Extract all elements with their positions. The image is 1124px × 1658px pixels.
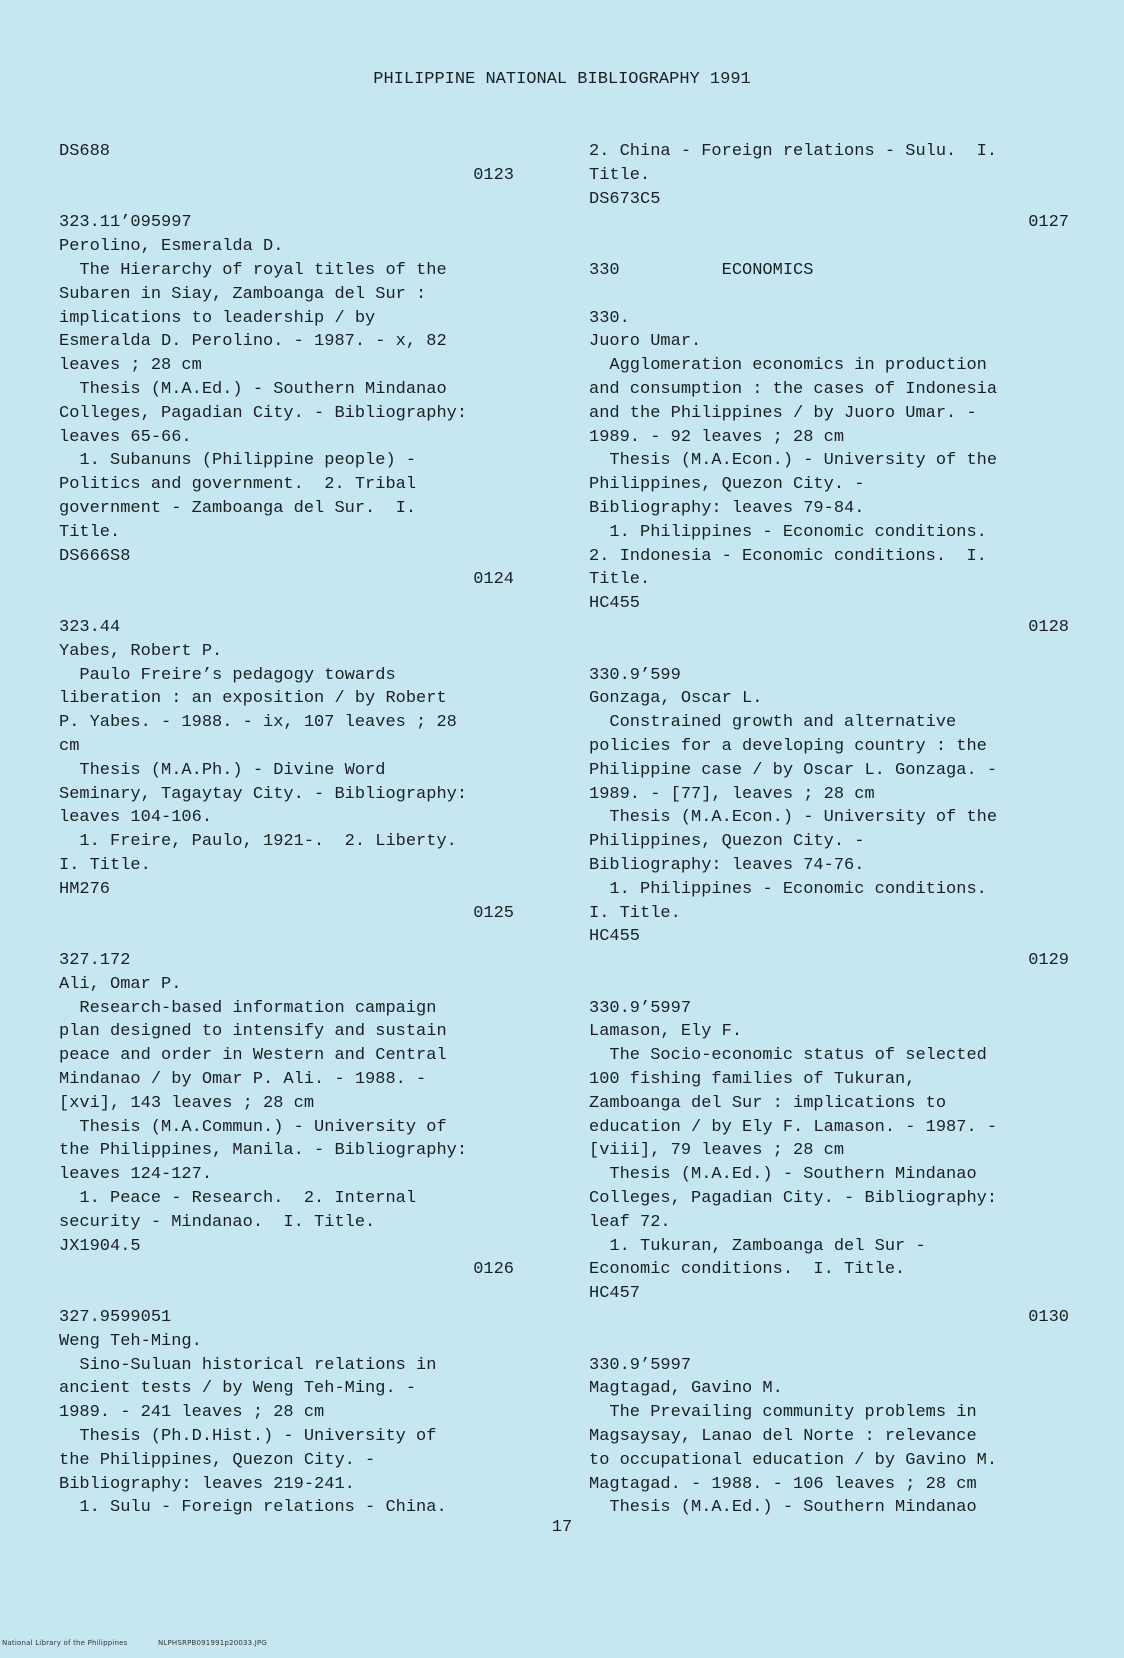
text-line: security - Mindanao. I. Title.: [59, 1212, 376, 1232]
text-line: Lamason, Ely F.: [589, 1022, 743, 1042]
text-line: plan designed to intensify and sustain: [59, 1022, 447, 1042]
text-line: Perolino, Esmeralda D.: [59, 237, 284, 257]
text-line: Constrained growth and alternative: [589, 713, 957, 733]
text-line: ancient tests / by Weng Teh-Ming. -: [59, 1379, 417, 1399]
text-line: HC455: [589, 594, 641, 614]
text-line: I. Title.: [589, 903, 681, 923]
text-line: Sino-Suluan historical relations in: [59, 1355, 437, 1375]
text-line: 1. Freire, Paulo, 1921-. 2. Liberty.: [59, 832, 457, 852]
text-line: I. Title.: [59, 855, 151, 875]
text-line: Bibliography: leaves 74-76.: [589, 855, 865, 875]
text-line: [589, 973, 1069, 997]
text-line: and consumption : the cases of Indonesia: [589, 379, 998, 399]
text-line: 1. Sulu - Foreign relations - China.: [59, 1498, 447, 1518]
text-line: the Philippines, Manila. - Bibliography:: [59, 1141, 468, 1161]
text-line: policies for a developing country : the: [589, 736, 987, 756]
entry-number: 0127: [1028, 213, 1069, 233]
scan-footer: [2, 1632, 295, 1656]
text-line: peace and order in Western and Central: [59, 1046, 447, 1066]
text-line: Economic conditions. I. Title.: [589, 1260, 906, 1280]
text-line: The Prevailing community problems in: [589, 1403, 977, 1423]
text-line: Juoro Umar.: [589, 332, 702, 352]
text-line: 1. Philippines - Economic conditions.: [589, 879, 987, 899]
text-line: 330.9’5997: [589, 998, 692, 1018]
text-line: leaves 104-106.: [59, 808, 213, 828]
text-line: Thesis (M.A.Ph.) - Divine Word: [59, 760, 386, 780]
text-line: The Hierarchy of royal titles of the: [59, 260, 447, 280]
text-line: Philippine case / by Oscar L. Gonzaga. -: [589, 760, 998, 780]
text-line: 1. Subanuns (Philippine people) -: [59, 451, 417, 471]
text-line: and the Philippines / by Juoro Umar. -: [589, 403, 977, 423]
entry-number: 0125: [473, 903, 514, 923]
text-line: [589, 640, 1069, 664]
entry-number: 0123: [473, 165, 514, 185]
text-line: liberation : an exposition / by Robert: [59, 689, 447, 709]
text-line: Esmeralda D. Perolino. - 1987. - x, 82: [59, 332, 447, 352]
text-line: 1989. - 241 leaves ; 28 cm: [59, 1403, 325, 1423]
text-line: 1. Tukuran, Zamboanga del Sur -: [589, 1236, 926, 1256]
entry-number: 0126: [473, 1260, 514, 1280]
text-line: Thesis (M.A.Econ.) - University of the: [589, 451, 998, 471]
text-line: Magtagad, Gavino M.: [589, 1379, 783, 1399]
text-line: Bibliography: leaves 219-241.: [59, 1474, 355, 1494]
text-line: DS666S8: [59, 546, 131, 566]
text-line: [xvi], 143 leaves ; 28 cm: [59, 1093, 315, 1113]
text-line: DS673C5: [589, 189, 661, 209]
page-number: 17: [551, 1518, 573, 1537]
text-line: 327.9599051: [59, 1308, 172, 1328]
text-line: [59, 1282, 514, 1306]
text-line: Seminary, Tagaytay City. - Bibliography:: [59, 784, 468, 804]
text-line: P. Yabes. - 1988. - ix, 107 leaves ; 28: [59, 713, 457, 733]
text-line: DS688: [59, 142, 111, 161]
text-line: 330.9’5997: [589, 1355, 692, 1375]
text-line: Research-based information campaign: [59, 998, 437, 1018]
text-line: Thesis (M.A.Ed.) - Southern Mindanao: [59, 379, 447, 399]
page-title: PHILIPPINE NATIONAL BIBLIOGRAPHY 1991: [373, 70, 751, 89]
text-line: the Philippines, Quezon City. -: [59, 1450, 376, 1470]
text-line: Thesis (Ph.D.Hist.) - University of: [59, 1427, 437, 1447]
text-line: government - Zamboanga del Sur. I.: [59, 498, 417, 518]
text-line: 330 ECONOMICS: [589, 260, 814, 280]
text-line: 1989. - 92 leaves ; 28 cm: [589, 427, 845, 447]
text-line: Subaren in Siay, Zamboanga del Sur :: [59, 284, 427, 304]
text-line: 330.: [589, 308, 630, 328]
text-line: The Socio-economic status of selected: [589, 1046, 987, 1066]
text-line: [589, 1330, 1069, 1354]
text-line: Zamboanga del Sur : implications to: [589, 1093, 947, 1113]
text-line: education / by Ely F. Lamason. - 1987. -: [589, 1117, 998, 1137]
text-line: Paulo Freire’s pedagogy towards: [59, 665, 396, 685]
text-line: Title.: [59, 522, 121, 542]
text-line: HM276: [59, 879, 111, 899]
text-line: Colleges, Pagadian City. - Bibliography:: [589, 1189, 998, 1209]
text-line: HC455: [589, 927, 641, 947]
text-line: JX1904.5: [59, 1236, 141, 1256]
text-line: 1. Peace - Research. 2. Internal: [59, 1189, 417, 1209]
footer-library: National Library of the Philippines: [2, 1639, 128, 1648]
text-line: 327.172: [59, 951, 131, 971]
entry-number: 0124: [473, 570, 514, 590]
text-line: Thesis (M.A.Commun.) - University of: [59, 1117, 447, 1137]
text-line: Ali, Omar P.: [59, 974, 182, 994]
text-line: Bibliography: leaves 79-84.: [589, 498, 865, 518]
entry-number: 0128: [1028, 617, 1069, 637]
text-line: leaves 124-127.: [59, 1165, 213, 1185]
text-line: [59, 925, 514, 949]
text-line: Mindanao / by Omar P. Ali. - 1988. -: [59, 1070, 427, 1090]
text-line: Agglomeration economics in production: [589, 356, 987, 376]
text-line: 100 fishing families of Tukuran,: [589, 1070, 916, 1090]
text-line: 2. Indonesia - Economic conditions. I.: [589, 546, 987, 566]
text-line: Title.: [589, 165, 651, 185]
text-line: HC457: [589, 1284, 641, 1304]
text-line: Yabes, Robert P.: [59, 641, 223, 661]
text-line: 1. Philippines - Economic conditions.: [589, 522, 987, 542]
text-line: cm: [59, 736, 80, 756]
text-line: Thesis (M.A.Econ.) - University of the: [589, 808, 998, 828]
text-line: Philippines, Quezon City. -: [589, 832, 865, 852]
text-line: leaf 72.: [589, 1212, 671, 1232]
text-line: 2. China - Foreign relations - Sulu. I.: [589, 142, 998, 161]
text-line: 323.44: [59, 617, 121, 637]
entry-number: 0129: [1028, 951, 1069, 971]
text-line: [589, 235, 1069, 259]
text-line: [59, 592, 514, 616]
footer-file: NLPHSRPB091991p20033.JPG: [157, 1639, 268, 1648]
left-column: [59, 140, 514, 1520]
entry-number: 0130: [1028, 1308, 1069, 1328]
text-line: [59, 188, 514, 212]
text-line: leaves ; 28 cm: [59, 356, 202, 376]
text-line: 330.9’599: [589, 665, 681, 685]
text-line: Philippines, Quezon City. -: [589, 475, 865, 495]
right-column: [589, 140, 1069, 1520]
text-line: implications to leadership / by: [59, 308, 376, 328]
text-line: Thesis (M.A.Ed.) - Southern Mindanao: [589, 1165, 977, 1185]
text-line: [viii], 79 leaves ; 28 cm: [589, 1141, 845, 1161]
text-line: leaves 65-66.: [59, 427, 192, 447]
text-line: Gonzaga, Oscar L.: [589, 689, 763, 709]
text-line: 323.11’095997: [59, 213, 192, 233]
text-line: Title.: [589, 570, 651, 590]
text-line: Magtagad. - 1988. - 106 leaves ; 28 cm: [589, 1474, 977, 1494]
text-line: Colleges, Pagadian City. - Bibliography:: [59, 403, 468, 423]
text-line: 1989. - [77], leaves ; 28 cm: [589, 784, 875, 804]
text-line: [589, 283, 1069, 307]
text-line: Weng Teh-Ming.: [59, 1331, 202, 1351]
text-line: Thesis (M.A.Ed.) - Southern Mindanao: [589, 1498, 977, 1518]
text-line: to occupational education / by Gavino M.: [589, 1450, 998, 1470]
text-line: Politics and government. 2. Tribal: [59, 475, 417, 495]
text-line: Magsaysay, Lanao del Norte : relevance: [589, 1427, 977, 1447]
